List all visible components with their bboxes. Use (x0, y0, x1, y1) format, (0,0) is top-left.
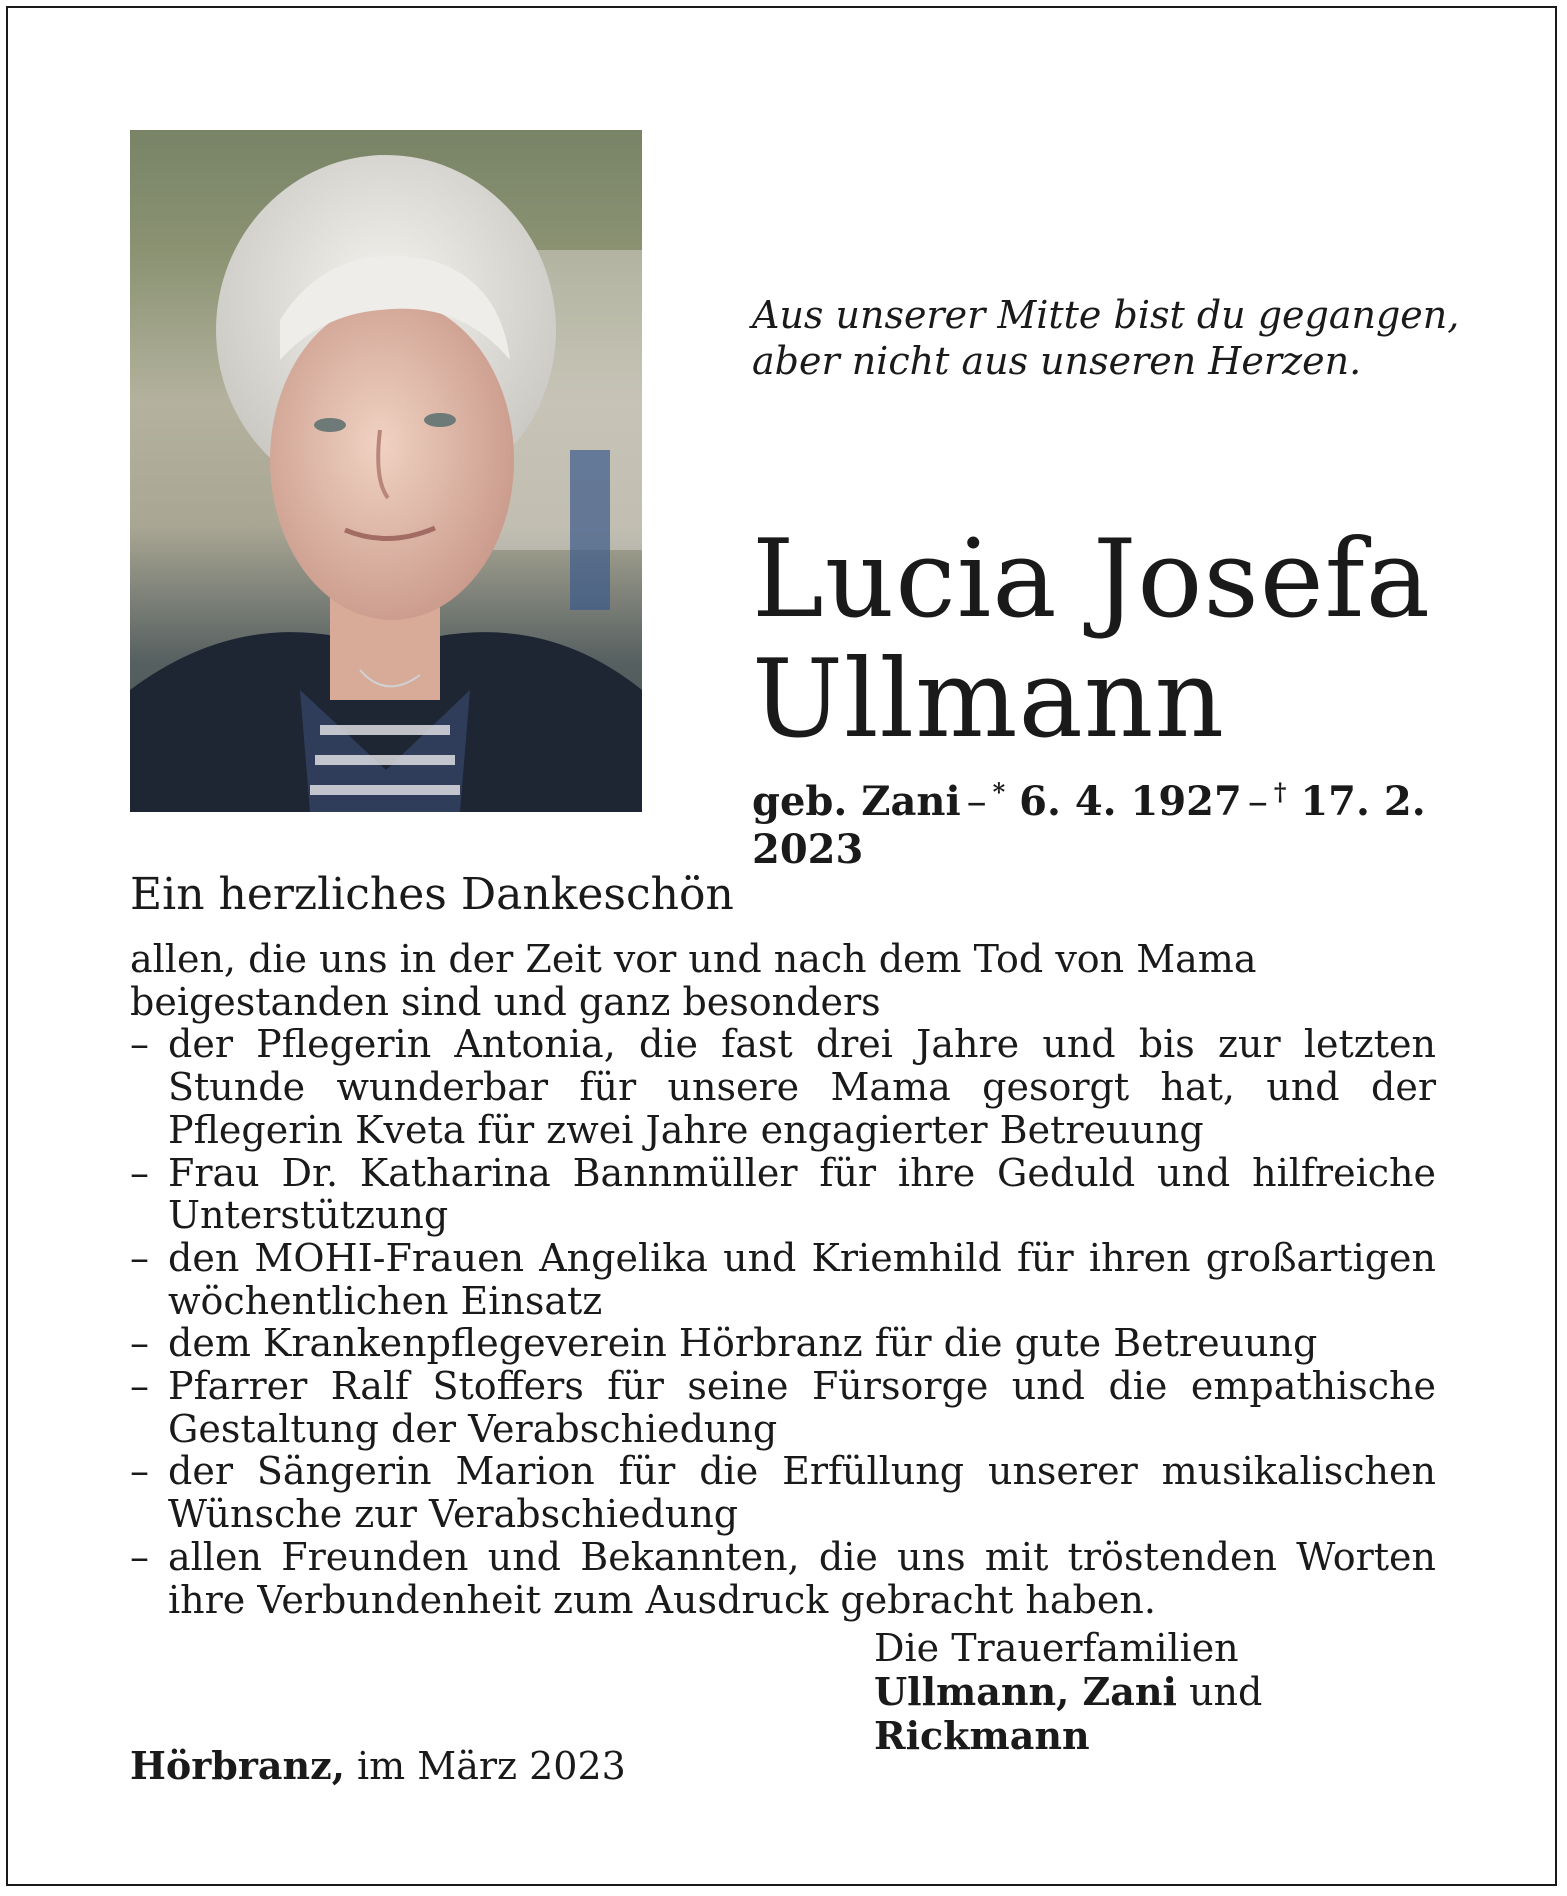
portrait-photo (130, 130, 642, 812)
birth-name: geb. Zani (752, 778, 961, 825)
portrait-illustration (130, 130, 642, 812)
list-item: – allen Freunden und Bekannten, die uns mit tröstenden Worten ihre Verbundenheit zum Ausdruck gebracht haben. (130, 1536, 1436, 1621)
signature-line-1: Die Trauerfamilien (874, 1626, 1239, 1670)
deceased-first-names: Lucia Josefa (752, 517, 1432, 642)
death-date: 17. 2. 2023 (752, 778, 1426, 873)
thanks-heading: Ein herzliches Dankeschön (130, 869, 734, 920)
birth-star-icon: * (992, 777, 1006, 807)
list-item: – Pfarrer Ralf Stoffers für seine Fürsorge und die empathische Gestaltung der Verabschiedung (130, 1365, 1436, 1450)
signature-families (874, 1670, 1474, 1758)
signature (874, 1627, 1474, 1758)
motto (752, 292, 1472, 384)
family-names-1: Ullmann, Zani (874, 1669, 1177, 1714)
place-date (130, 1744, 626, 1788)
date: im März 2023 (357, 1744, 626, 1788)
list-item: – den MOHI-Frauen Angelika und Kriemhild für ihren großartigen wöchentlichen Einsatz (130, 1237, 1436, 1322)
birth-date: 6. 4. 1927 (1019, 778, 1242, 825)
death-cross-icon: † (1273, 777, 1287, 807)
separator: – (1247, 779, 1268, 825)
thanks-list (130, 1023, 1436, 1621)
separator: – (966, 779, 987, 825)
list-item: – der Pflegerin Antonia, die fast drei Jahre und bis zur letzten Stunde wunderbar für unsere Mama gesorgt hat, und der Pflegerin Kveta für zwei Jahre engagierter Betreuung (130, 1023, 1436, 1151)
thanks-intro: allen, die uns in der Zeit vor und nach dem Tod von Mama beigestanden sind und ganz besonders (130, 937, 1257, 1024)
deceased-name (752, 517, 1512, 762)
deceased-surname: Ullmann (752, 637, 1226, 762)
motto-line-1: Aus unserer Mitte bist du gegangen, (752, 293, 1460, 337)
life-dates (752, 778, 1512, 874)
list-item: – Frau Dr. Katharina Bannmüller für ihre Geduld und hilfreiche Unterstützung (130, 1152, 1436, 1237)
list-item: – dem Krankenpflegeverein Hörbranz für die gute Betreuung (130, 1322, 1436, 1365)
place: Hörbranz, (130, 1743, 345, 1788)
list-item: – der Sängerin Marion für die Erfüllung unserer musikalischen Wünsche zur Verabschiedung (130, 1450, 1436, 1535)
family-names-2: Rickmann (874, 1713, 1090, 1758)
family-connector: und (1189, 1670, 1263, 1714)
motto-line-2: aber nicht aus unseren Herzen. (752, 339, 1362, 383)
thanks-body (130, 938, 1436, 1621)
